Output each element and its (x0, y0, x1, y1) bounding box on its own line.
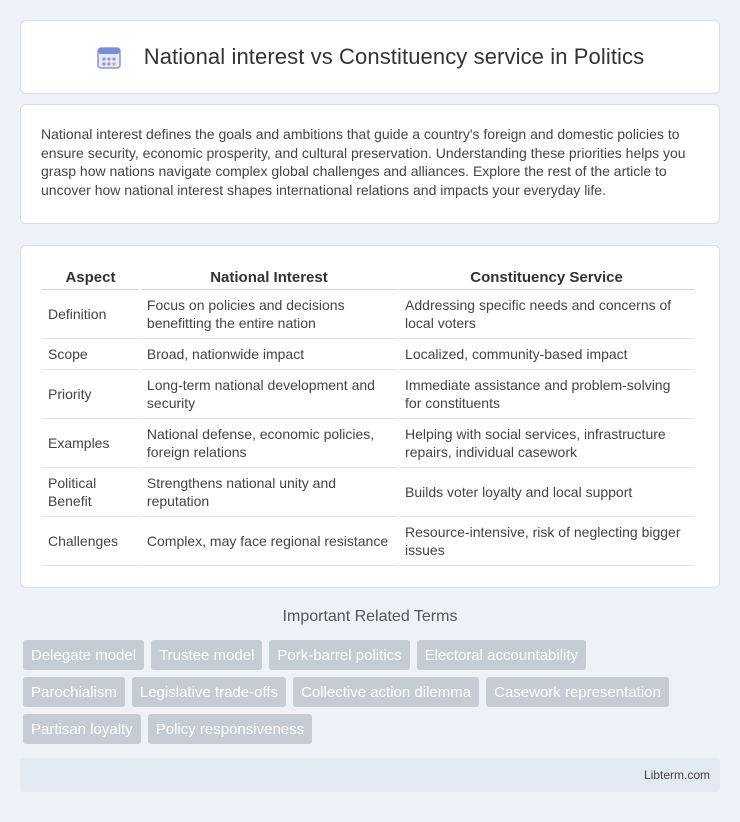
tag-row (23, 677, 723, 707)
table-cell: Political Benefit (42, 468, 139, 517)
comparison-card (20, 245, 720, 588)
table-row (42, 370, 694, 419)
tag-row (23, 640, 723, 670)
table-cell: Addressing specific needs and concerns of local voters (399, 290, 694, 339)
related-term-tag[interactable]: Policy responsiveness (148, 714, 312, 744)
calendar-icon (96, 44, 122, 70)
related-terms (23, 640, 723, 751)
footer (20, 758, 720, 792)
intro-text: National interest defines the goals and ambitions that guide a country's foreign and domestic policies to ensure security, economic prosperity, and cultural preservation. Understanding these priorities helps you grasp how nations navigate complex global challenges and alliances. Explore the rest of the article to uncover how national interest shapes international relations and impacts your everyday life. (41, 126, 686, 198)
page-title: National interest vs Constituency service in Politics (143, 44, 645, 69)
table-row (42, 419, 694, 468)
related-term-tag[interactable]: Parochialism (23, 677, 125, 707)
table-cell: Complex, may face regional resistance (141, 517, 397, 566)
table-header-row (42, 266, 694, 290)
table-cell: Priority (42, 370, 139, 419)
column-header-constituency-service: Constituency Service (399, 266, 694, 290)
table-row (42, 517, 694, 566)
table-cell: Broad, nationwide impact (141, 339, 397, 370)
table-row (42, 290, 694, 339)
related-terms-title: Important Related Terms (282, 608, 458, 625)
related-term-tag[interactable]: Partisan loyalty (23, 714, 141, 744)
table-cell: Resource-intensive, risk of neglecting bigger issues (399, 517, 694, 566)
column-header-aspect: Aspect (42, 266, 139, 290)
related-term-tag[interactable]: Trustee model (151, 640, 262, 670)
intro-card (20, 104, 720, 224)
table-cell: Challenges (42, 517, 139, 566)
related-term-tag[interactable]: Delegate model (23, 640, 144, 670)
related-term-tag[interactable]: Legislative trade-offs (132, 677, 286, 707)
table-cell: Focus on policies and decisions benefitting the entire nation (141, 290, 397, 339)
table-cell: Long-term national development and security (141, 370, 397, 419)
comparison-table (40, 266, 696, 566)
table-cell: Immediate assistance and problem-solving for constituents (399, 370, 694, 419)
table-cell: Builds voter loyalty and local support (399, 468, 694, 517)
related-term-tag[interactable]: Pork-barrel politics (269, 640, 409, 670)
table-cell: Localized, community-based impact (399, 339, 694, 370)
related-term-tag[interactable]: Casework representation (486, 677, 669, 707)
table-cell: Helping with social services, infrastructure repairs, individual casework (399, 419, 694, 468)
table-cell: Examples (42, 419, 139, 468)
related-term-tag[interactable]: Electoral accountability (417, 640, 586, 670)
table-cell: Strengthens national unity and reputation (141, 468, 397, 517)
column-header-national-interest: National Interest (141, 266, 397, 290)
tag-row (23, 714, 723, 744)
table-cell: National defense, economic policies, foreign relations (141, 419, 397, 468)
table-row (42, 468, 694, 517)
table-cell: Definition (42, 290, 139, 339)
header-card (20, 20, 720, 94)
related-term-tag[interactable]: Collective action dilemma (293, 677, 479, 707)
table-cell: Scope (42, 339, 139, 370)
table-row (42, 339, 694, 370)
footer-site-link[interactable]: Libterm.com (643, 768, 710, 782)
